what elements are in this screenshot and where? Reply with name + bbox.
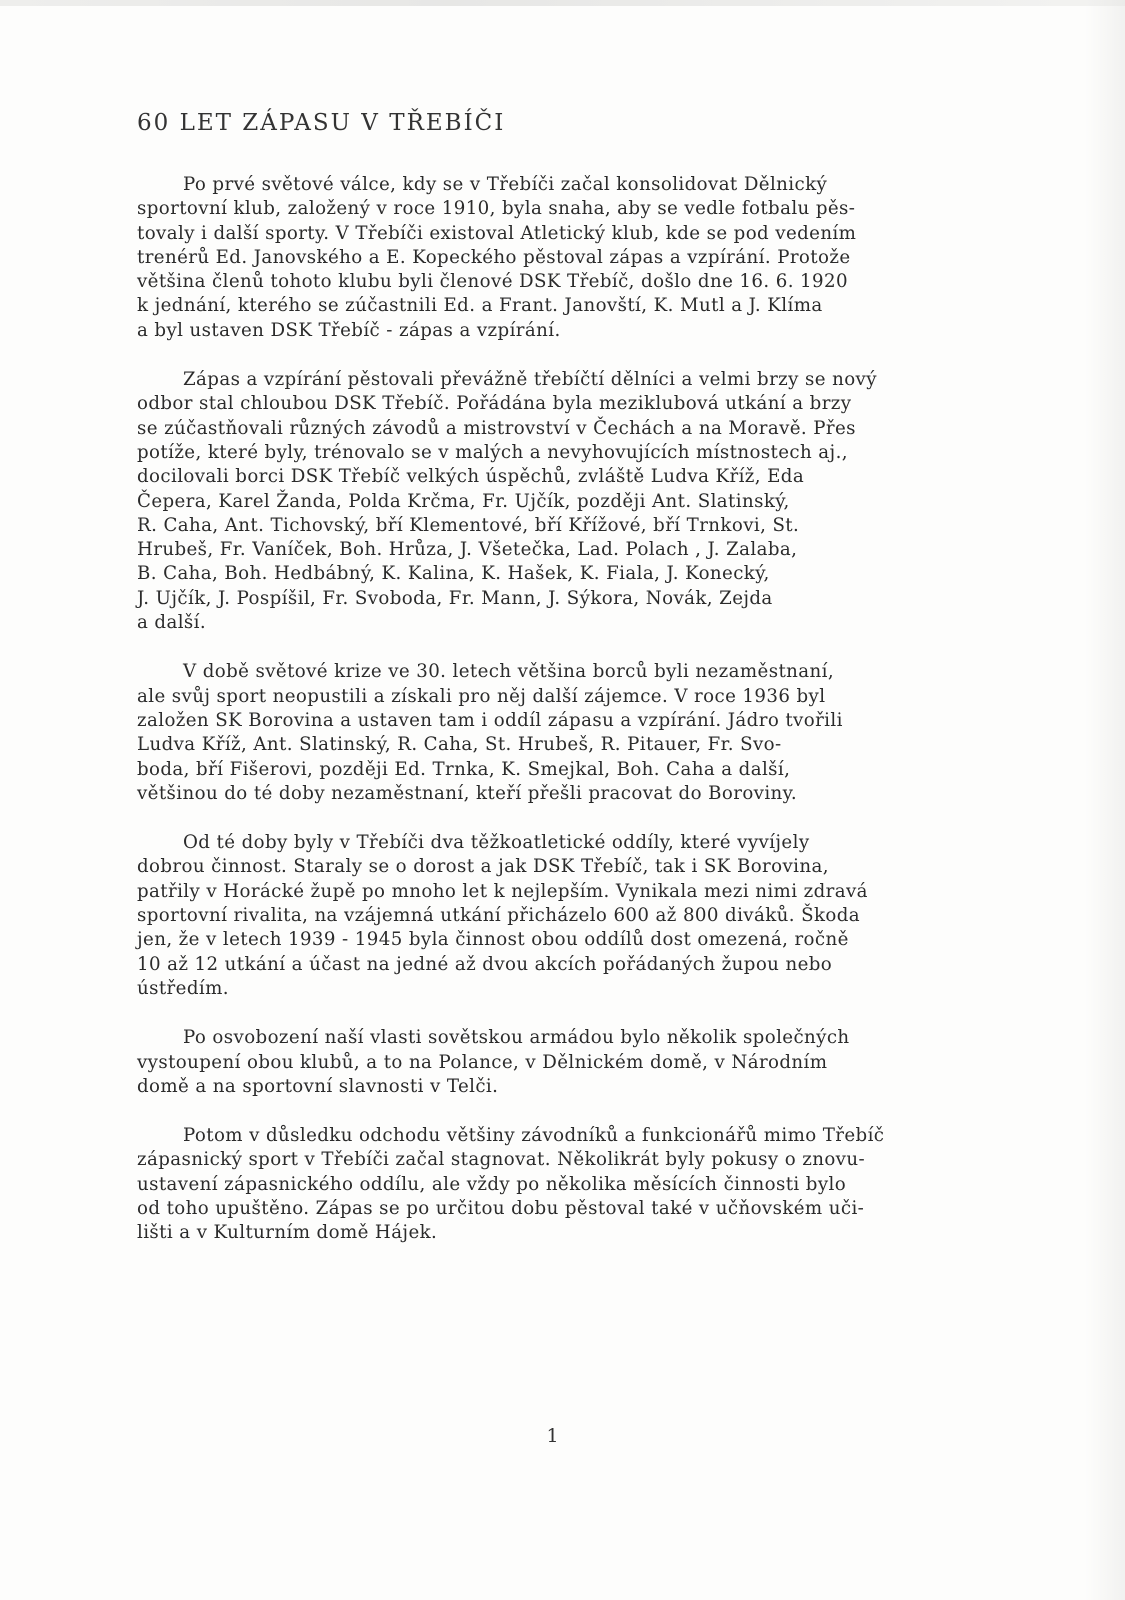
text-line: Zápas a vzpírání pěstovali převážně třebíčtí dělníci a velmi brzy se nový xyxy=(183,369,877,391)
paragraph xyxy=(137,831,1037,1001)
text-line: sportovní klub, založený v roce 1910, byla snaha, aby se vedle fotbalu pěs- xyxy=(137,198,856,220)
document-body xyxy=(137,173,1037,1271)
paragraph xyxy=(137,173,1037,343)
text-line: 10 až 12 utkání a účast na jedné až dvou akcích pořádaných župou nebo xyxy=(137,953,833,975)
text-line: ústředím. xyxy=(137,977,229,999)
text-line: Od té doby byly v Třebíči dva těžkoatletické oddíly, které vyvíjely xyxy=(183,832,810,854)
text-line: sportovní rivalita, na vzájemná utkání přicházelo 600 až 800 diváků. Škoda xyxy=(137,905,861,927)
text-line: trenérů Ed. Janovského a E. Kopeckého pěstoval zápas a vzpírání. Protože xyxy=(137,246,851,268)
paragraph xyxy=(137,1124,1037,1245)
text-line: Po osvobození naší vlasti sovětskou armádou bylo několik společných xyxy=(183,1027,850,1049)
text-line: Ludva Kříž, Ant. Slatinský, R. Caha, St. Hrubeš, R. Pitauer, Fr. Svo- xyxy=(137,734,782,756)
text-line: Hrubeš, Fr. Vaníček, Boh. Hrůza, J. Všetečka, Lad. Polach , J. Zalaba, xyxy=(137,539,798,561)
text-line: dobrou činnost. Staraly se o dorost a jak DSK Třebíč, tak i SK Borovina, xyxy=(137,856,829,878)
text-line: odbor stal chloubou DSK Třebíč. Pořádána byla meziklubová utkání a brzy xyxy=(137,393,852,415)
text-line: většinou do té doby nezaměstnaní, kteří přešli pracovat do Boroviny. xyxy=(137,782,798,804)
text-line: a další. xyxy=(137,612,207,634)
text-line: Potom v důsledku odchodu většiny závodníků a funkcionářů mimo Třebíč xyxy=(183,1125,885,1147)
text-line: Čepera, Karel Žanda, Polda Krčma, Fr. Ujčík, později Ant. Slatinský, xyxy=(137,490,790,512)
text-line: lišti a v Kulturním domě Hájek. xyxy=(137,1222,438,1244)
text-line: R. Caha, Ant. Tichovský, bří Klementové, bří Křížové, bří Trnkovi, St. xyxy=(137,514,800,536)
text-line: tovaly i další sporty. V Třebíči existoval Atletický klub, kde se pod vedením xyxy=(137,222,857,244)
text-line: patřily v Horácké župě po mnoho let k nejlepším. Vynikala mezi nimi zdravá xyxy=(137,880,868,902)
paragraph xyxy=(137,368,1037,635)
text-line: založen SK Borovina a ustaven tam i oddíl zápasu a vzpírání. Jádro tvořili xyxy=(137,709,843,731)
text-line: a byl ustaven DSK Třebíč - zápas a vzpírání. xyxy=(137,319,561,341)
text-line: potíže, které byly, trénovalo se v malých a nevyhovujících místnostech aj., xyxy=(137,441,848,463)
text-line: Po prvé světové válce, kdy se v Třebíči začal konsolidovat Dělnický xyxy=(183,174,828,195)
text-line: zápasnický sport v Třebíči začal stagnovat. Několikrát byly pokusy o znovu- xyxy=(137,1149,866,1171)
text-line: se zúčastňovali různých závodů a mistrovství v Čechách a na Moravě. Přes xyxy=(137,417,856,439)
paragraph xyxy=(137,660,1037,806)
text-line: jen, že v letech 1939 - 1945 byla činnost obou oddílů dost omezená, ročně xyxy=(137,929,849,951)
text-line: od toho upuštěno. Zápas se po určitou dobu pěstoval také v učňovském uči- xyxy=(137,1197,865,1219)
text-line: J. Ujčík, J. Pospíšil, Fr. Svoboda, Fr. Mann, J. Sýkora, Novák, Zejda xyxy=(137,587,773,609)
page-number: 1 xyxy=(546,1425,559,1447)
text-line: boda, bří Fišerovi, později Ed. Trnka, K. Smejkal, Boh. Caha a další, xyxy=(137,758,791,780)
text-line: V době světové krize ve 30. letech většina borců byli nezaměstnaní, xyxy=(183,661,835,683)
text-line: vystoupení obou klubů, a to na Polance, v Dělnickém domě, v Národním xyxy=(137,1051,828,1073)
text-line: ustavení zápasnického oddílu, ale vždy po několika měsících činnosti bylo xyxy=(137,1173,847,1195)
text-line: domě a na sportovní slavnosti v Telči. xyxy=(137,1075,499,1097)
paragraph xyxy=(137,1026,1037,1099)
text-line: k jednání, kterého se zúčastnili Ed. a Frant. Janovští, K. Mutl a J. Klíma xyxy=(137,295,823,317)
text-line: většina členů tohoto klubu byli členové DSK Třebíč, došlo dne 16. 6. 1920 xyxy=(137,271,848,293)
text-line: B. Caha, Boh. Hedbábný, K. Kalina, K. Hašek, K. Fiala, J. Konecký, xyxy=(137,563,770,585)
page-title: 60 LET ZÁPASU V TŘEBÍČI xyxy=(137,110,506,136)
text-line: docilovali borci DSK Třebíč velkých úspěchů, zvláště Ludva Kříž, Eda xyxy=(137,466,805,488)
text-line: ale svůj sport neopustili a získali pro něj další zájemce. V roce 1936 byl xyxy=(137,685,826,707)
